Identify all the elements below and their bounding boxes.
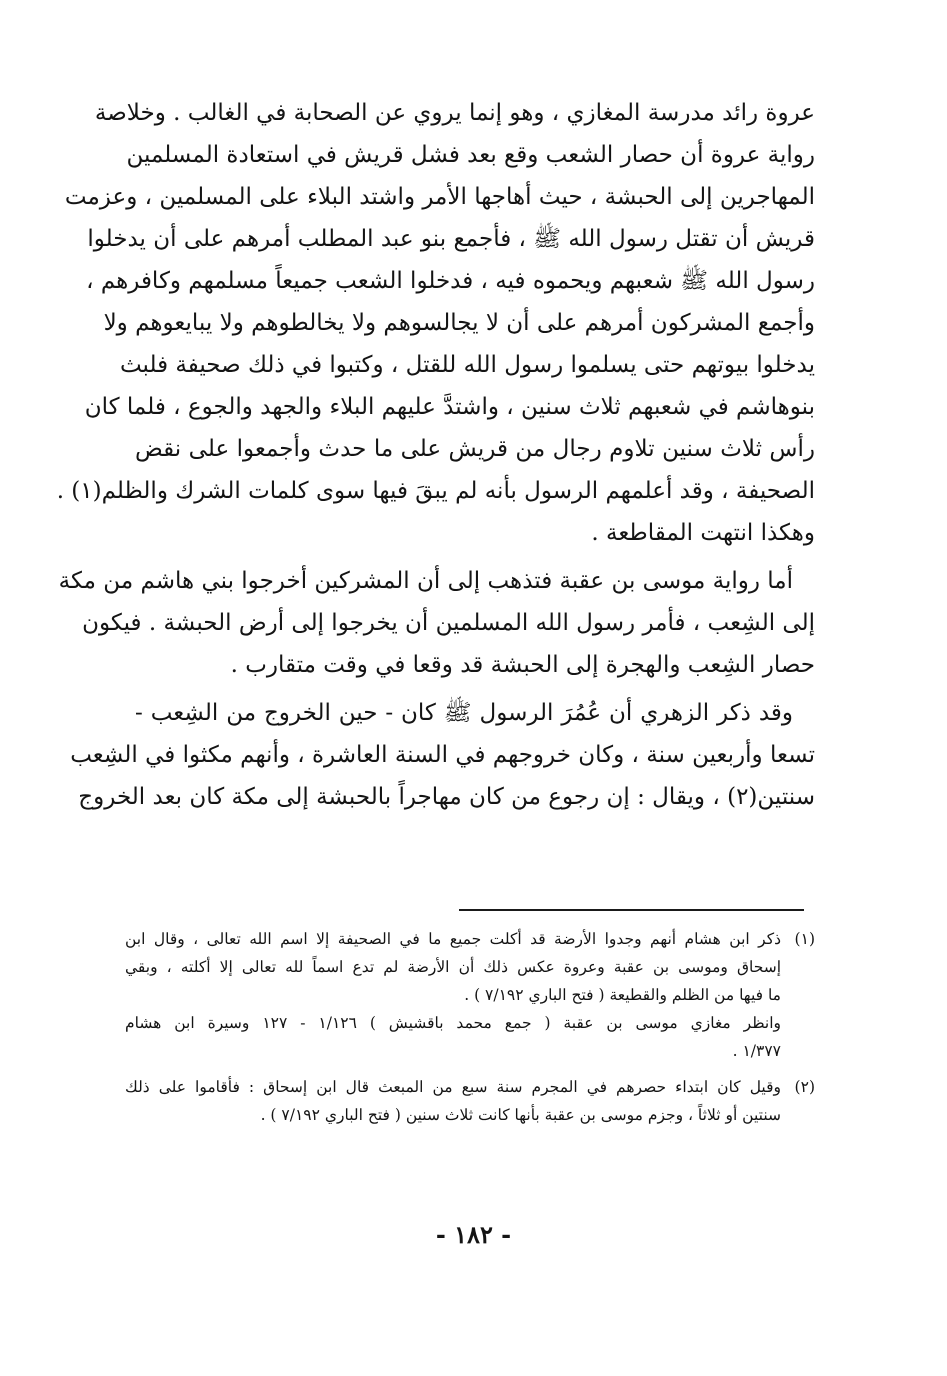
footnote-line: ١/٣٧٧ . (732, 1042, 781, 1060)
text-line: الصحيفة ، وقد أعلمهم الرسول بأنه لم يبقَ فيها سوى كلمات الشرك والظلم(١) . (56, 478, 815, 504)
footnote-line (125, 1073, 815, 1101)
text-line: رسول الله ﷺ شعبهم ويحموه فيه ، فدخلوا الشعب جميعاً مسلمهم وكافرهم ، (86, 268, 815, 294)
footnote-number: (٢) (794, 1078, 815, 1096)
footnote-separator (459, 909, 804, 911)
footnote-line: إسحاق وموسى بن عقبة وعروة عكس ذلك أن الأرضة لم تدع اسماً لله تعالى إلا أكلته ، وبقي (125, 958, 781, 976)
text-line: تسعا وأربعين سنة ، وكان خروجهم في السنة العاشرة ، وأنهم مكثوا في الشِعب (70, 742, 815, 768)
text-line: يدخلوا بيوتهم حتى يسلموا رسول الله للقتل ، وكتبوا في ذلك صحيفة فلبث (119, 352, 815, 378)
footnote-line: سنتين أو ثلاثاً ، وجزم موسى بن عقبة بأنها كانت ثلاث سنين ( فتح الباري ٧/١٩٢ ) . (260, 1106, 781, 1124)
text-line: قريش أن تقتل رسول الله ﷺ ، فأجمع بنو عبد المطلب أمرهم على أن يدخلوا (87, 226, 815, 252)
text-line: المهاجرين إلى الحبشة ، حيث أهاجها الأمر واشتد البلاء على المسلمين ، وعزمت (64, 184, 815, 210)
text-line: وقد ذكر الزهري أن عُمُرَ الرسول ﷺ كان - حين الخروج من الشِعب - (135, 700, 793, 726)
text-line: وأجمع المشركون أمرهم على أن لا يجالسوهم ولا يخالطوهم ولا يبايعوهم ولا (103, 310, 815, 336)
text-line: وهكذا انتهت المقاطعة . (591, 520, 815, 546)
footnote-text: وقيل كان ابتداء حصرهم في المجرم سنة سبع من المبعث قال ابن إسحاق : فأقاموا على ذلك (125, 1078, 781, 1096)
footnote-line: وانظر مغازي موسى بن عقبة ( جمع محمد باقشيش ) ١/١٢٦ - ١٢٧ وسيرة ابن هشام (125, 1014, 782, 1032)
text-line: أما رواية موسى بن عقبة فتذهب إلى أن المشركين أخرجوا بني هاشم من مكة (58, 568, 793, 594)
footnote-text: ذكر ابن هشام أنهم وجدوا الأرضة قد أكلت جميع ما في الصحيفة إلا اسم الله تعالى ، وقال ابن (125, 930, 781, 948)
text-line: رواية عروة أن حصار الشعب وقع بعد فشل قريش في استعادة المسلمين (126, 142, 815, 168)
footnote-line (125, 925, 815, 953)
text-line: رأس ثلاث سنين تلاوم رجال من قريش على ما حدث وأجمعوا على نقض (135, 436, 815, 462)
footnotes (125, 925, 815, 1129)
text-line: حصار الشِعب والهجرة إلى الحبشة قد وقعا في وقت متقارب . (230, 652, 815, 678)
text-line: عروة رائد مدرسة المغازي ، وهو إنما يروي عن الصحابة في الغالب . وخلاصة (94, 100, 815, 126)
text-line: إلى الشِعب ، فأمر رسول الله المسلمين أن يخرجوا إلى أرض الحبشة . فيكون (82, 610, 815, 636)
page-number: - ١٨٢ - (435, 1220, 512, 1249)
main-text (56, 92, 815, 818)
text-line: سنتين(٢) ، ويقال : إن رجوع من كان مهاجراً بالحبشة إلى مكة كان بعد الخروج (78, 784, 815, 810)
text-line: بنوهاشم في شعبهم ثلاث سنين ، واشتدَّ عليهم البلاء والجهد والجوع ، فلما كان (84, 394, 815, 420)
footnote-number: (١) (794, 930, 815, 948)
footnote-line: ما فيها من الظلم والقطيعة ( فتح الباري ٧/١٩٢ ) . (464, 986, 781, 1004)
footnote-gap (125, 1065, 815, 1073)
